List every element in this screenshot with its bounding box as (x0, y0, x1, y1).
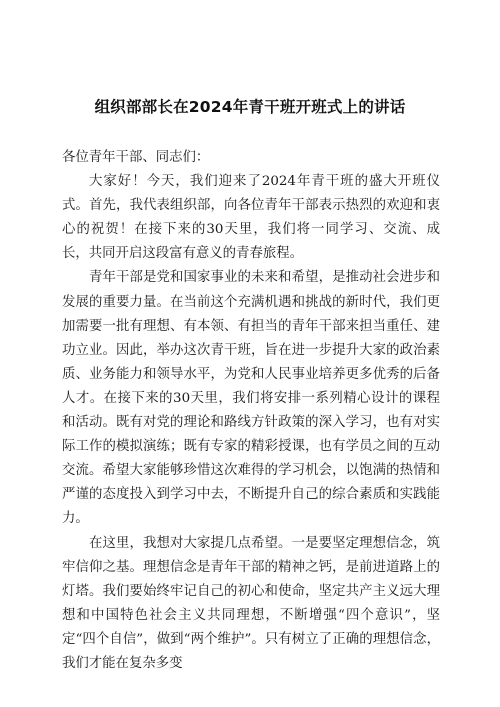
paragraph-expectations: 在这里，我想对大家提几点希望。一是要坚定理想信念，筑牢信仰之基。理想信念是青年干部的精神之钙，是前进道路上的灯塔。我们要始终牢记自己的初心和使命，坚定共产主义远大理想和中国特色社会主义共同理想，不断增强“四个意识”，坚定“四个自信”，做到“两个维护”。只有树立了正确的理想信念，我们才能在复杂多变 (62, 535, 440, 671)
document-title: 组织部部长在2024年青干班开班式上的讲话 (94, 98, 406, 116)
paragraph-significance: 青年干部是党和国家事业的未来和希望，是推动社会进步和发展的重要力量。在当前这个充满机遇和挑战的新时代，我们更加需要一批有理想、有本领、有担当的青年干部来担当重任、建功立业。因此，举办这次青干班，旨在进一步提升大家的政治素质、业务能力和领导水平，为党和人民事业培养更多优秀的后备人才。在接下来的30天里，我们将安排一系列精心设计的课程和活动。既有对党的理论和路线方针政策的深入学习，也有对实际工作的模拟演练；既有专家的精彩授课，也有学员之间的互动交流。希望大家能够珍惜这次难得的学习机会，以饱满的热情和严谨的态度投入到学习中去，不断提升自己的综合素质和实践能力。 (62, 270, 440, 527)
salutation: 各位青年干部、同志们： (62, 150, 210, 165)
paragraph-opening: 大家好！今天，我们迎来了2024年青干班的盛大开班仪式。首先，我代表组织部，向各位青年干部表示热烈的欢迎和衷心的祝贺！在接下来的30天里，我们将一同学习、交流、成长，共同开启这段富有意义的青春旅程。 (62, 174, 440, 262)
document-body (62, 146, 440, 676)
